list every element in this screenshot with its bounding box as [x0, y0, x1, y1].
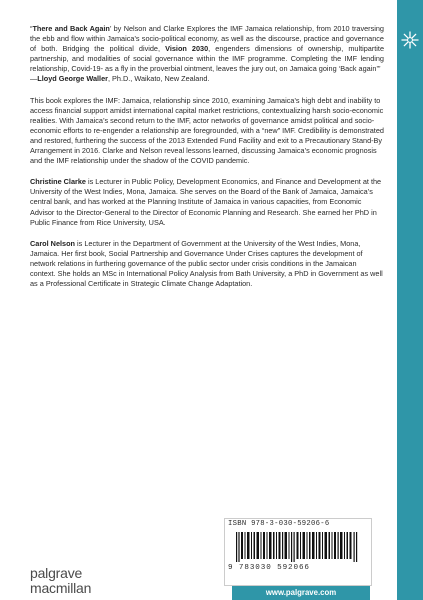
quote-vision: Vision 2030 [165, 44, 209, 54]
author-bio-clarke: Christine Clarke is Lecturer in Public Policy, Development Economics, and Finance and Development at the University of the West Indies, Mona, Jamaica. She serves on the Board of the Bank of Jamaica, Jamaica’s central bank, and has worked at the Planning Institute of Jamaica in various capacities, from Economic Advisor to the Director-General to the Director of Economic Planning and Research. She earned her PhD in Public Finance from Rice University, USA. [30, 177, 382, 227]
back-cover-text [30, 24, 384, 300]
publisher-logo-line2: macmillan [30, 579, 92, 596]
author-name-clarke: Christine Clarke [30, 177, 86, 187]
barcode-image [236, 532, 358, 562]
isbn-label: ISBN 978-3-030-59206-6 [228, 520, 330, 528]
quote-attribution: —Lloyd George Waller, Ph.D., Waikato, New Zealand. [30, 74, 210, 84]
quote-author: Lloyd George Waller [37, 74, 108, 84]
endorsement-quote: “There and Back Again’ by Nelson and Clarke Explores the IMF Jamaica relationship, from 2010 traversing the ebb and flow within Jamaica’s socio-political economy, as well as the discourse, practice and governance of both. Bridging the political divide, Vision 2030, engenders dimensions of ownership, multipartite partnership, and modalities of social governance within the IMF programme. Completing the IMF lending relationship, Covid-19- as a fly in the proverbial ointment, leaves the jury out, on Jamaica going ‘Back again’” —Lloyd George Waller, Ph.D., Waikato, New Zealand. [30, 24, 385, 84]
author-bio-nelson: Carol Nelson is Lecturer in the Department of Government at the University of the West Indies, Mona, Jamaica. Her first book, Social Partnership and Governance Under Crises captures the development of network relations in furthering governance of the public sector under crisis conditions in the Jamaican context. She holds an MSc in International Policy Analysis from Bath University, a PhD in Government as well as a Professional Certificate in Strategic Climate Change Adaptation. [30, 238, 383, 289]
publisher-website[interactable]: www.palgrave.com [232, 586, 370, 600]
barcode-digits: 9 783030 592066 [228, 564, 310, 572]
quote-book-title: There and Back Again [32, 24, 110, 33]
spine-color-bar [397, 0, 423, 600]
publisher-logo-line1: palgrave [30, 565, 83, 581]
publisher-logo [30, 566, 91, 595]
snowflake-logo-icon [400, 30, 420, 50]
book-summary: This book explores the IMF: Jamaica, relationship since 2010, examining Jamaica’s high debt and inability to access financial support amidst international capital market restrictions, contextualizing harsh socio-economic realities. With Jamaica’s second return to the IMF, actor networks of governance amidst political and socio-economic efforts to re-engender a relationship are foregrounded, with a “new” IMF. Credibility is demonstrated and restored, furthering the success of the 2013 Extended Fund Facility and exit to a Precautionary Stand-By Arrangement in 2016. Clarke and Nelson reveal lessons learned, discussing Jamaica’s economic prognosis and the IMF relationship under the shadow of the COVID pandemic. [30, 95, 384, 166]
author-name-nelson: Carol Nelson [30, 238, 76, 248]
